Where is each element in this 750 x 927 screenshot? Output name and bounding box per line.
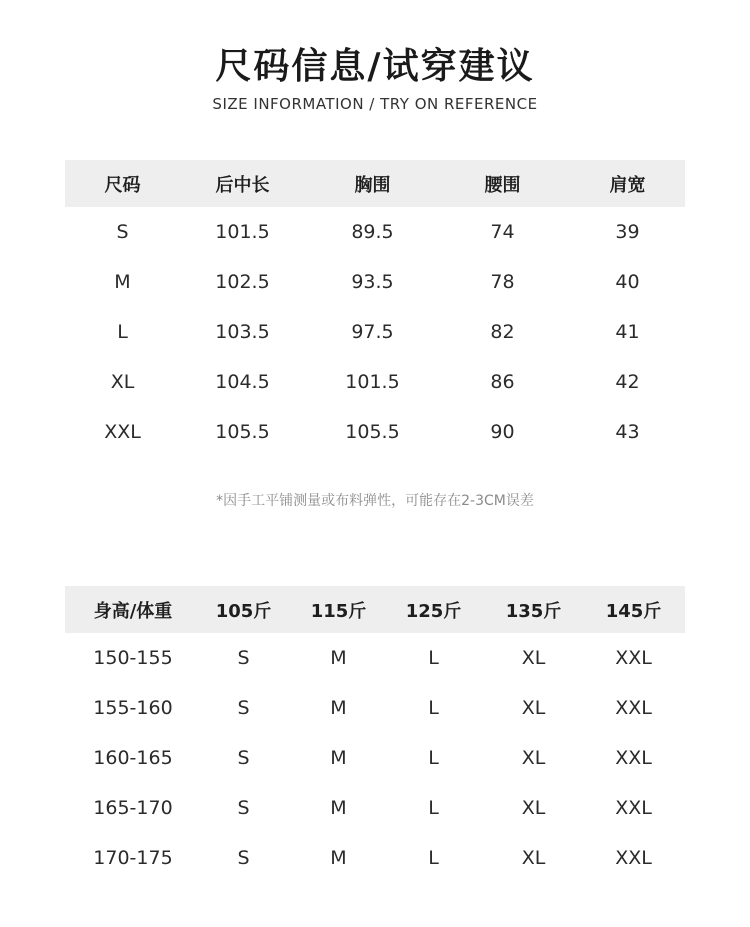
weight-115-col-header: 115斤	[310, 600, 367, 622]
size-125-cell: L	[428, 847, 439, 869]
size-115-cell: M	[330, 747, 347, 769]
size-cell: S	[116, 221, 129, 243]
length-cell: 103.5	[215, 321, 270, 343]
fit-table	[65, 586, 685, 883]
height-weight-col-header: 身高/体重	[93, 600, 173, 622]
length-cell: 105.5	[215, 421, 270, 443]
height-range-cell: 170-175	[93, 847, 173, 869]
weight-145-col-header: 145斤	[605, 600, 662, 622]
size-table-header	[65, 160, 685, 207]
size-table-row	[65, 207, 685, 257]
size-col-header: 尺码	[104, 174, 141, 196]
chest-cell: 93.5	[351, 271, 394, 293]
waist-cell: 82	[490, 321, 515, 343]
shoulder-cell: 43	[615, 421, 640, 443]
length-cell: 102.5	[215, 271, 270, 293]
fit-table-row	[65, 783, 685, 833]
size-cell: XXL	[104, 421, 141, 443]
size-table-row	[65, 357, 685, 407]
shoulder-cell: 41	[615, 321, 640, 343]
chest-cell: 89.5	[351, 221, 394, 243]
waist-cell: 90	[490, 421, 515, 443]
size-105-cell: S	[237, 647, 250, 669]
fit-table-row	[65, 633, 685, 683]
size-145-cell: XXL	[615, 847, 652, 869]
weight-125-col-header: 125斤	[405, 600, 462, 622]
size-cell: XL	[110, 371, 135, 393]
size-145-cell: XXL	[615, 647, 652, 669]
shoulder-cell: 39	[615, 221, 640, 243]
fit-table-header	[65, 586, 685, 633]
size-105-cell: S	[237, 747, 250, 769]
fit-table-row	[65, 733, 685, 783]
length-col-header: 后中长	[215, 174, 270, 196]
height-range-cell: 155-160	[93, 697, 173, 719]
size-cell: L	[117, 321, 128, 343]
size-table-row	[65, 407, 685, 457]
size-125-cell: L	[428, 747, 439, 769]
size-135-cell: XL	[521, 697, 546, 719]
shoulder-cell: 42	[615, 371, 640, 393]
size-145-cell: XXL	[615, 697, 652, 719]
size-135-cell: XL	[521, 847, 546, 869]
size-table	[65, 160, 685, 457]
page-subtitle: SIZE INFORMATION / TRY ON REFERENCE	[212, 95, 538, 113]
chest-cell: 101.5	[345, 371, 400, 393]
size-table-row	[65, 257, 685, 307]
size-135-cell: XL	[521, 747, 546, 769]
size-115-cell: M	[330, 647, 347, 669]
chest-cell: 105.5	[345, 421, 400, 443]
height-range-cell: 165-170	[93, 797, 173, 819]
fit-table-row	[65, 833, 685, 883]
weight-135-col-header: 135斤	[505, 600, 562, 622]
fit-table-row	[65, 683, 685, 733]
size-135-cell: XL	[521, 797, 546, 819]
size-125-cell: L	[428, 697, 439, 719]
length-cell: 101.5	[215, 221, 270, 243]
height-range-cell: 160-165	[93, 747, 173, 769]
measurement-note: *因手工平铺测量或布料弹性，可能存在2-3CM误差	[216, 493, 534, 509]
size-105-cell: S	[237, 847, 250, 869]
weight-105-col-header: 105斤	[215, 600, 272, 622]
shoulder-cell: 40	[615, 271, 640, 293]
size-125-cell: L	[428, 797, 439, 819]
size-135-cell: XL	[521, 647, 546, 669]
size-145-cell: XXL	[615, 747, 652, 769]
size-115-cell: M	[330, 797, 347, 819]
waist-cell: 74	[490, 221, 515, 243]
size-table-row	[65, 307, 685, 357]
size-145-cell: XXL	[615, 797, 652, 819]
waist-col-header: 腰围	[484, 174, 521, 196]
size-125-cell: L	[428, 647, 439, 669]
length-cell: 104.5	[215, 371, 270, 393]
page-title: 尺码信息/试穿建议	[215, 46, 535, 87]
size-115-cell: M	[330, 847, 347, 869]
shoulder-col-header: 肩宽	[609, 174, 646, 196]
size-105-cell: S	[237, 697, 250, 719]
height-range-cell: 150-155	[93, 647, 173, 669]
waist-cell: 86	[490, 371, 515, 393]
chest-col-header: 胸围	[354, 174, 391, 196]
size-105-cell: S	[237, 797, 250, 819]
size-115-cell: M	[330, 697, 347, 719]
chest-cell: 97.5	[351, 321, 394, 343]
waist-cell: 78	[490, 271, 515, 293]
size-cell: M	[114, 271, 131, 293]
